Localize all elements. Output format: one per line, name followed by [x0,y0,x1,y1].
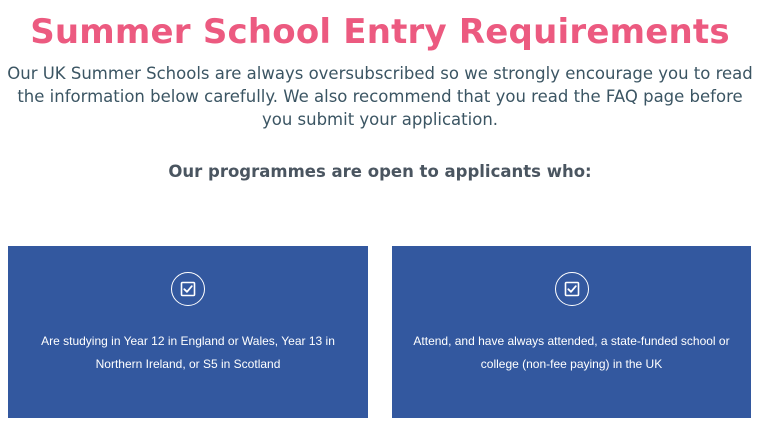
requirement-text: Attend, and have always attended, a state-funded school or college (non-fee paying) in the UK [413,334,730,371]
checkbox-checked-icon [555,272,589,306]
requirement-text: Are studying in Year 12 in England or Wales, Year 13 in Northern Ireland, or S5 in Scotland [41,334,335,371]
requirements-subheading: Our programmes are open to applicants who: [168,162,592,181]
requirement-card-state-school [392,246,751,418]
requirement-card-year-group [8,246,368,418]
checkbox-checked-icon [171,272,205,306]
intro-paragraph: Our UK Summer Schools are always oversubscribed so we strongly encourage you to read the information below carefully. We also recommend that you read the FAQ page before you submit your application. [7,64,753,129]
page-title: Summer School Entry Requirements [30,12,730,52]
